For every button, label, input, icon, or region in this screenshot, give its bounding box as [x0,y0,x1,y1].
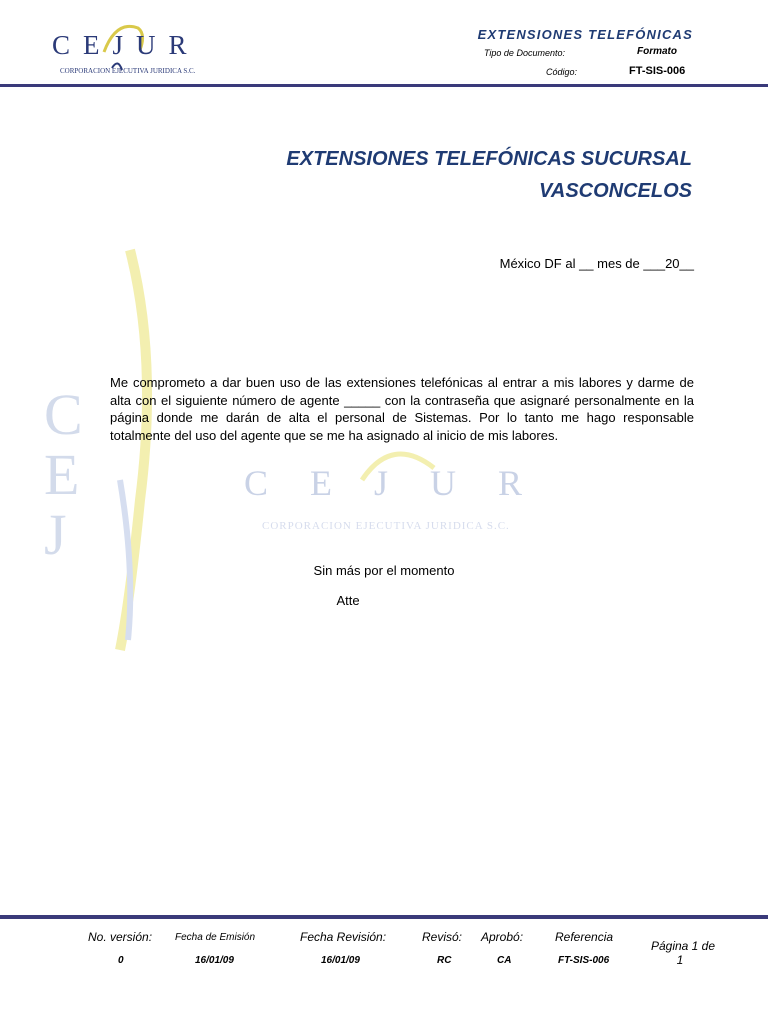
watermark-subtitle: CORPORACION EJECUTIVA JURIDICA S.C. [262,520,510,532]
header-rule [0,84,768,87]
watermark-word: CEJUR [244,463,565,503]
document-title [286,143,692,207]
footer-issue-label: Fecha de Emisión [175,932,256,943]
doc-type-value: Formato [637,46,677,57]
doc-type-label: Tipo de Documento: [484,48,565,58]
signoff-text: Atte [336,593,360,608]
logo-text: CEJUR [52,30,200,60]
document-title-line2: VASCONCELOS [539,180,692,202]
commitment-paragraph: Me comprometo a dar buen uso de las extensiones telefónicas al entrar a mis labores y darme de alta con el siguiente número de agente _____ con la contraseña que asignaré personalmente en la página donde me darán de alta el personal de Sistemas. Por lo tanto me hago responsable totalmente del uso del agente que se me ha asignado al inicio de mis labores. [110,375,694,443]
footer-rule [0,915,768,919]
footer-reference-label: Referencia [555,930,614,944]
footer-reference-value: FT-SIS-006 [558,955,610,966]
footer-approved-label: Aprobó: [481,930,524,944]
watermark-vertical-letters: C E J [44,382,83,567]
header-title: EXTENSIONES TELEFÓNICAS [477,27,693,42]
logo-subtitle: CORPORACION EJECUTIVA JURIDICA S.C. [60,67,196,75]
footer-revision-value: 16/01/09 [321,955,360,966]
footer-issue-value: 16/01/09 [195,955,234,966]
footer-version-value: 0 [118,955,124,966]
code-value: FT-SIS-006 [629,65,686,77]
closing-text: Sin más por el momento [313,563,455,578]
footer-page-indicator [647,939,719,967]
date-line: México DF al __ mes de ___20__ [499,256,694,271]
document-title-line1: EXTENSIONES TELEFÓNICAS SUCURSAL [286,148,692,170]
footer-reviewed-value: RC [437,955,452,966]
footer-revision-label: Fecha Revisión: [300,930,387,944]
footer-page-line2: 1 [676,953,684,967]
footer-version-label: No. versión: [88,930,153,944]
footer-approved-value: CA [497,955,512,966]
footer-reviewed-label: Revisó: [422,930,463,944]
footer-page-line1: Página 1 de [650,939,716,953]
code-label: Código: [546,67,578,77]
